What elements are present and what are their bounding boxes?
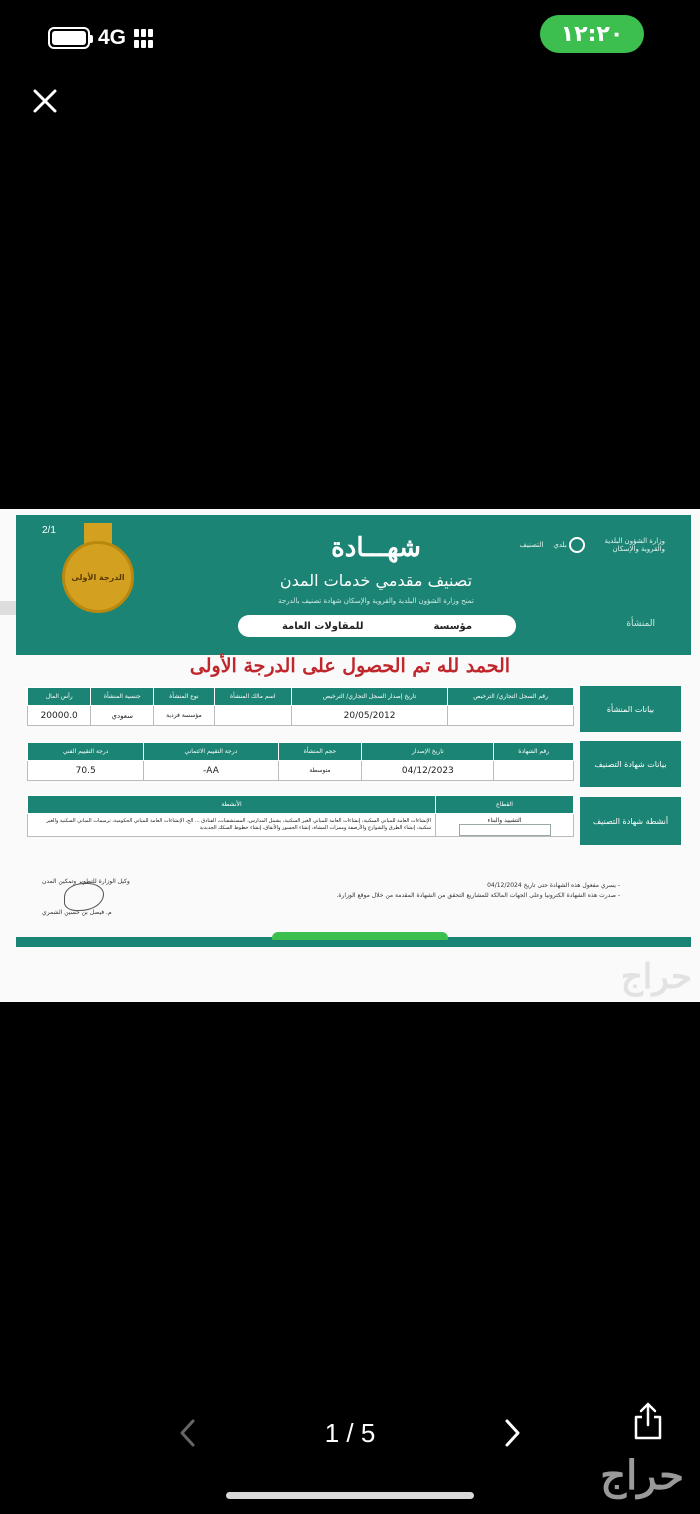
- table-header: جنسية المنشأة: [91, 688, 154, 706]
- activities-cell: الإنشاءات العامة للمباني السكنية، إنشاءات العامة للمباني الغير السكنية، يشمل المدارس، المستشفيات، الفنادق ... الخ، الإنشاءات العامة للمباني الحكومية، ترميمات المباني السكنية والغير سكنية، إنشاء الطرق والشوارع والأرصفة وممرات المشاة، إنشاء الجسور والأنفاق، إنشاء خطوط السكك الحديدية: [28, 814, 436, 837]
- page-label: 2/1: [42, 525, 56, 536]
- table-header: تاريخ الإصدار: [362, 743, 494, 761]
- table-cell: [494, 761, 574, 781]
- table-cell: متوسطة: [278, 761, 362, 781]
- table-header: رأس المال: [28, 688, 91, 706]
- table-header: رقم السجل التجاري/ الترخيص: [448, 688, 574, 706]
- network-type: 4G: [98, 26, 127, 49]
- table-header: درجة التقييم الائتماني: [144, 743, 278, 761]
- sector-value: التشييد والبناء: [487, 817, 522, 824]
- validity-notes: [320, 881, 620, 900]
- grade-seal: [62, 541, 134, 613]
- sector-cell: [436, 814, 574, 837]
- certificate-watermark: حراج: [620, 957, 692, 997]
- certificate-image[interactable]: [0, 509, 700, 1002]
- ministry-logo: وزارة الشؤون البلدية والقروية والإسكان: [604, 537, 665, 554]
- table-cell: [448, 706, 574, 726]
- table-header: درجة التقييم الفني: [28, 743, 144, 761]
- status-bar: [48, 26, 153, 50]
- validity-note: - يسري مفعول هذه الشهادة حتى تاريخ 04/12/2024: [487, 882, 620, 889]
- signer-name: م. فيصل بن حسين الشمري: [42, 909, 112, 917]
- battery-icon: [48, 27, 90, 49]
- table-cell: AA-: [144, 761, 278, 781]
- page-edge: [0, 601, 16, 615]
- entity-name-part2: للمقاولات العامة: [281, 620, 364, 632]
- entity-name-field: [238, 615, 516, 637]
- footer-bar-tab: [272, 932, 448, 940]
- status-time[interactable]: ١٢:٢٠: [540, 15, 644, 53]
- next-button[interactable]: [498, 1414, 528, 1452]
- close-icon: [32, 88, 58, 114]
- certificate-subtitle: تصنيف مقدمي خدمات المدن: [279, 571, 473, 590]
- table-header: رقم الشهادة: [494, 743, 574, 761]
- table-cell: 70.5: [28, 761, 144, 781]
- close-button[interactable]: [28, 84, 62, 118]
- entity-table: [27, 687, 574, 726]
- section-tag-classification: بيانات شهادة التصنيف: [580, 741, 681, 787]
- page-counter: 1 / 5: [324, 1418, 376, 1448]
- table-header: اسم مالك المنشأة: [214, 688, 291, 706]
- table-header: نوع المنشأة: [154, 688, 215, 706]
- signer-title: وكيل الوزارة للتطوير وتمكين المدن: [42, 878, 130, 885]
- table-cell: 20000.0: [28, 706, 91, 726]
- seal-text: الدرجة الأولى: [71, 572, 125, 582]
- table-cell: 04/12/2023: [362, 761, 494, 781]
- share-button[interactable]: [628, 1398, 668, 1444]
- sector-box: [459, 824, 551, 836]
- classification-table: [27, 742, 574, 781]
- home-indicator[interactable]: [226, 1492, 474, 1499]
- table-cell: سعودي: [91, 706, 154, 726]
- certificate-note: تمنح وزارة الشؤون البلدية والقروية والإسكان شهادة تصنيف بالدرجة: [278, 597, 474, 605]
- section-tag-entity: بيانات المنشأة: [580, 686, 681, 732]
- previous-button[interactable]: [172, 1414, 202, 1452]
- certificate-header: [16, 515, 691, 655]
- verify-note: - صدرت هذه الشهادة الكترونيا وعلى الجهات المالكة للمشاريع التحقق من الشهادة المقدمة من خلال موقع الوزارة.: [336, 891, 620, 899]
- logos: [520, 537, 665, 554]
- signal-icon: [134, 29, 153, 48]
- table-header: تاريخ إصدار السجل التجاري/ الترخيص: [291, 688, 447, 706]
- chevron-right-icon: [504, 1418, 522, 1448]
- section-tag-activities: أنشطة شهادة التصنيف: [580, 797, 681, 845]
- share-icon: [632, 1401, 664, 1441]
- entity-name-part1: مؤسسة: [433, 620, 473, 632]
- viewer-watermark: حراج: [600, 1452, 684, 1499]
- chevron-left-icon: [178, 1418, 196, 1448]
- balady-logo: بلدي: [553, 537, 585, 553]
- table-cell: مؤسسة فردية: [154, 706, 215, 726]
- tasnif-logo: التصنيف: [519, 541, 544, 550]
- table-header: القطاع: [436, 796, 574, 814]
- certificate-title: شهـــادة: [331, 533, 421, 563]
- activities-table: [27, 795, 574, 837]
- table-header: حجم المنشأة: [278, 743, 362, 761]
- table-cell: [214, 706, 291, 726]
- entity-label: المنشأة: [626, 619, 655, 629]
- headline: الحمد لله تم الحصول على الدرجة الأولى: [189, 655, 511, 677]
- balady-logo-icon: [569, 537, 585, 553]
- table-header: الأنشطة: [28, 796, 436, 814]
- table-cell: 20/05/2012: [291, 706, 447, 726]
